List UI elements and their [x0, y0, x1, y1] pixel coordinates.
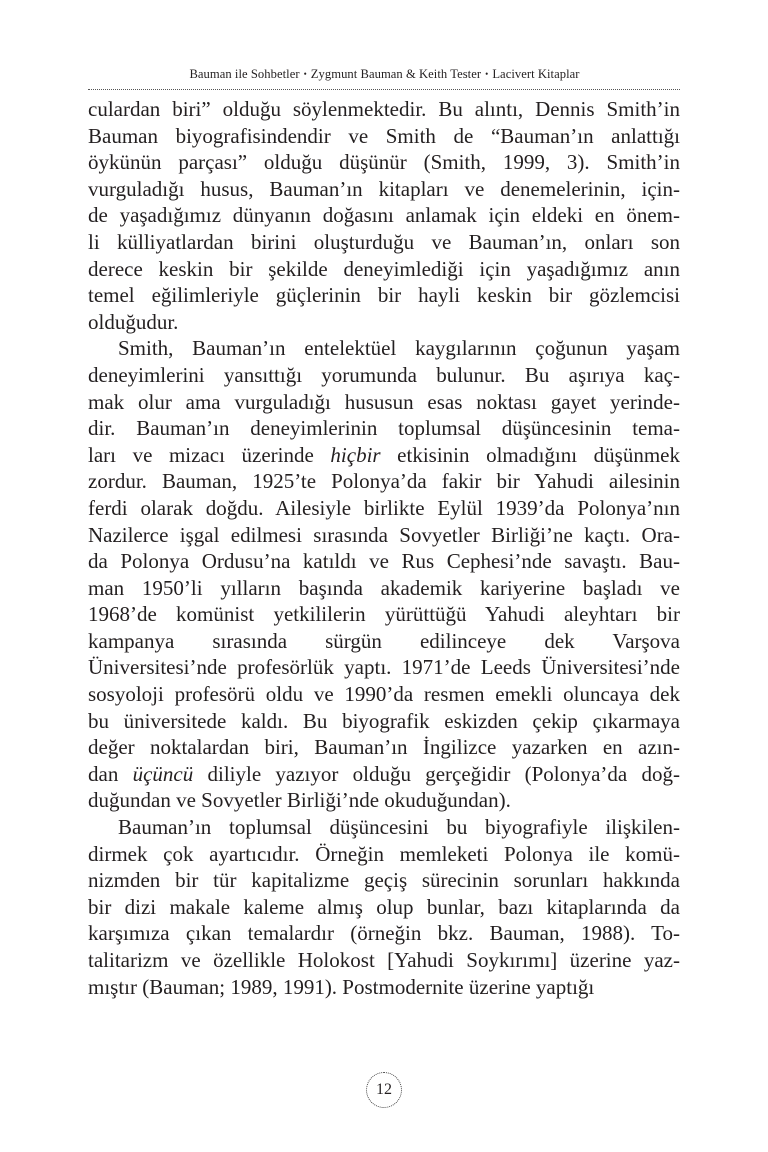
- text-line: dir. Bauman’ın deneyimlerinin toplumsal düşüncesinin tema-: [88, 416, 680, 441]
- text-line: culardan biri” olduğu söylenmektedir. Bu alıntı, Dennis Smith’in: [88, 97, 680, 121]
- text-segment: etkisinin olmadığını düşünmek: [380, 442, 681, 467]
- text-line: talitarizm ve özellikle Holokost [Yahudi Soykırımı] üzerine yaz-: [88, 948, 680, 972]
- text-line: derece keskin bir şekilde deneyimlediği için yaşadığımız anın: [88, 256, 680, 281]
- italic-text: üçüncü: [132, 761, 194, 786]
- text-line: karşımıza çıkan temalardır (örneğin bkz. Bauman, 1988). To-: [88, 921, 680, 946]
- text-line: [88, 761, 680, 788]
- text-line: Nazilerce işgal edilmesi sırasında Sovyetler Birliği’ne kaçtı. Ora-: [88, 522, 680, 547]
- text-line: da Polonya Ordusu’na katıldı ve Rus Cephesi’nde savaştı. Bau-: [88, 549, 680, 574]
- text-line: Üniversitesi’nde profesörlük yaptı. 1971’de Leeds Üniversitesi’nde: [88, 655, 680, 680]
- text-line: dirmek çok ayartıcıdır. Örneğin memleketi Polonya ile komü-: [88, 841, 680, 866]
- body-text: [88, 96, 680, 1000]
- italic-text: hiçbir: [330, 442, 381, 467]
- text-segment: ları ve mizacı üzerinde: [88, 442, 331, 467]
- text-line: mıştır (Bauman; 1989, 1991). Postmodernite üzerine yaptığı: [88, 974, 595, 999]
- header-separator: •: [485, 69, 489, 79]
- text-line: bu üniversitede kaldı. Bu biyografik eskizden çekip çıkarmaya: [88, 708, 680, 733]
- text-line: 1968’de komünist yetkililerin yürüttüğü Yahudi aleyhtarı bir: [88, 602, 680, 627]
- book-authors: Zygmunt Bauman & Keith Tester: [310, 67, 482, 81]
- text-line: deneyimlerini yansıttığı yorumunda bulunur. Bu aşırıya kaç-: [88, 362, 680, 387]
- header-separator: •: [303, 69, 307, 79]
- header-rule: [88, 89, 680, 90]
- text-line: temel eğilimleriyle güçlerinin bir hayli keskin bir gözlemcisi: [88, 283, 680, 308]
- text-line: bir dizi makale kaleme almış olup bunlar, bazı kitaplarında da: [88, 894, 680, 919]
- text-line: [88, 442, 680, 469]
- text-line: man 1950’li yılların başında akademik kariyerine başladı ve: [88, 575, 680, 600]
- text-line: olduğudur.: [88, 309, 179, 334]
- text-line: kampanya sırasında sürgün edilinceye dek Varşova: [88, 628, 680, 653]
- text-line: zordur. Bauman, 1925’te Polonya’da fakir bir Yahudi ailesinin: [88, 469, 680, 494]
- text-line: li külliyatlardan birini oluşturduğu ve Bauman’ın, onları son: [88, 229, 680, 254]
- text-line: sosyoloji profesörü oldu ve 1990’da resmen emekli oluncaya dek: [88, 682, 680, 707]
- page-number: [366, 1072, 402, 1108]
- running-header: [88, 67, 681, 82]
- paragraph: [88, 335, 680, 814]
- text-line: mak olur ama vurguladığı hususun esas noktası gayet yerinde-: [88, 389, 680, 414]
- book-title: Bauman ile Sohbetler: [189, 67, 300, 81]
- text-line: değer noktalardan biri, Bauman’ın İngilizce yazarken en azın-: [88, 735, 680, 760]
- publisher-name: Lacivert Kitaplar: [492, 67, 580, 81]
- text-line: Smith, Bauman’ın entelektüel kaygılarının çoğunun yaşam: [118, 336, 680, 361]
- text-line: Bauman’ın toplumsal düşüncesini bu biyografiyle ilişkilen-: [118, 815, 680, 840]
- text-line: duğundan ve Sovyetler Birliği’nde okuduğundan).: [88, 788, 511, 813]
- text-line: nizmden bir tür kapitalizme geçiş sürecinin sorunları hakkında: [88, 868, 680, 893]
- text-line: öykünün parçası” olduğu düşünür (Smith, 1999, 3). Smith’in: [88, 150, 680, 175]
- text-line: vurguladığı husus, Bauman’ın kitapları ve denemelerinin, için-: [88, 176, 680, 201]
- text-line: de yaşadığımız dünyanın doğasını anlamak için eldeki en önem-: [88, 203, 680, 228]
- text-line: Bauman biyografisindendir ve Smith de “Bauman’ın anlattığı: [88, 123, 680, 148]
- paragraph: [88, 814, 680, 1000]
- text-segment: diliyle yazıyor olduğu gerçeğidir (Polonya’da doğ-: [193, 761, 680, 786]
- page-number-label: 12: [376, 1081, 392, 1098]
- paragraph: [88, 96, 680, 335]
- text-line: ferdi olarak doğdu. Ailesiyle birlikte Eylül 1939’da Polonya’nın: [88, 495, 680, 520]
- text-segment: dan: [88, 761, 133, 786]
